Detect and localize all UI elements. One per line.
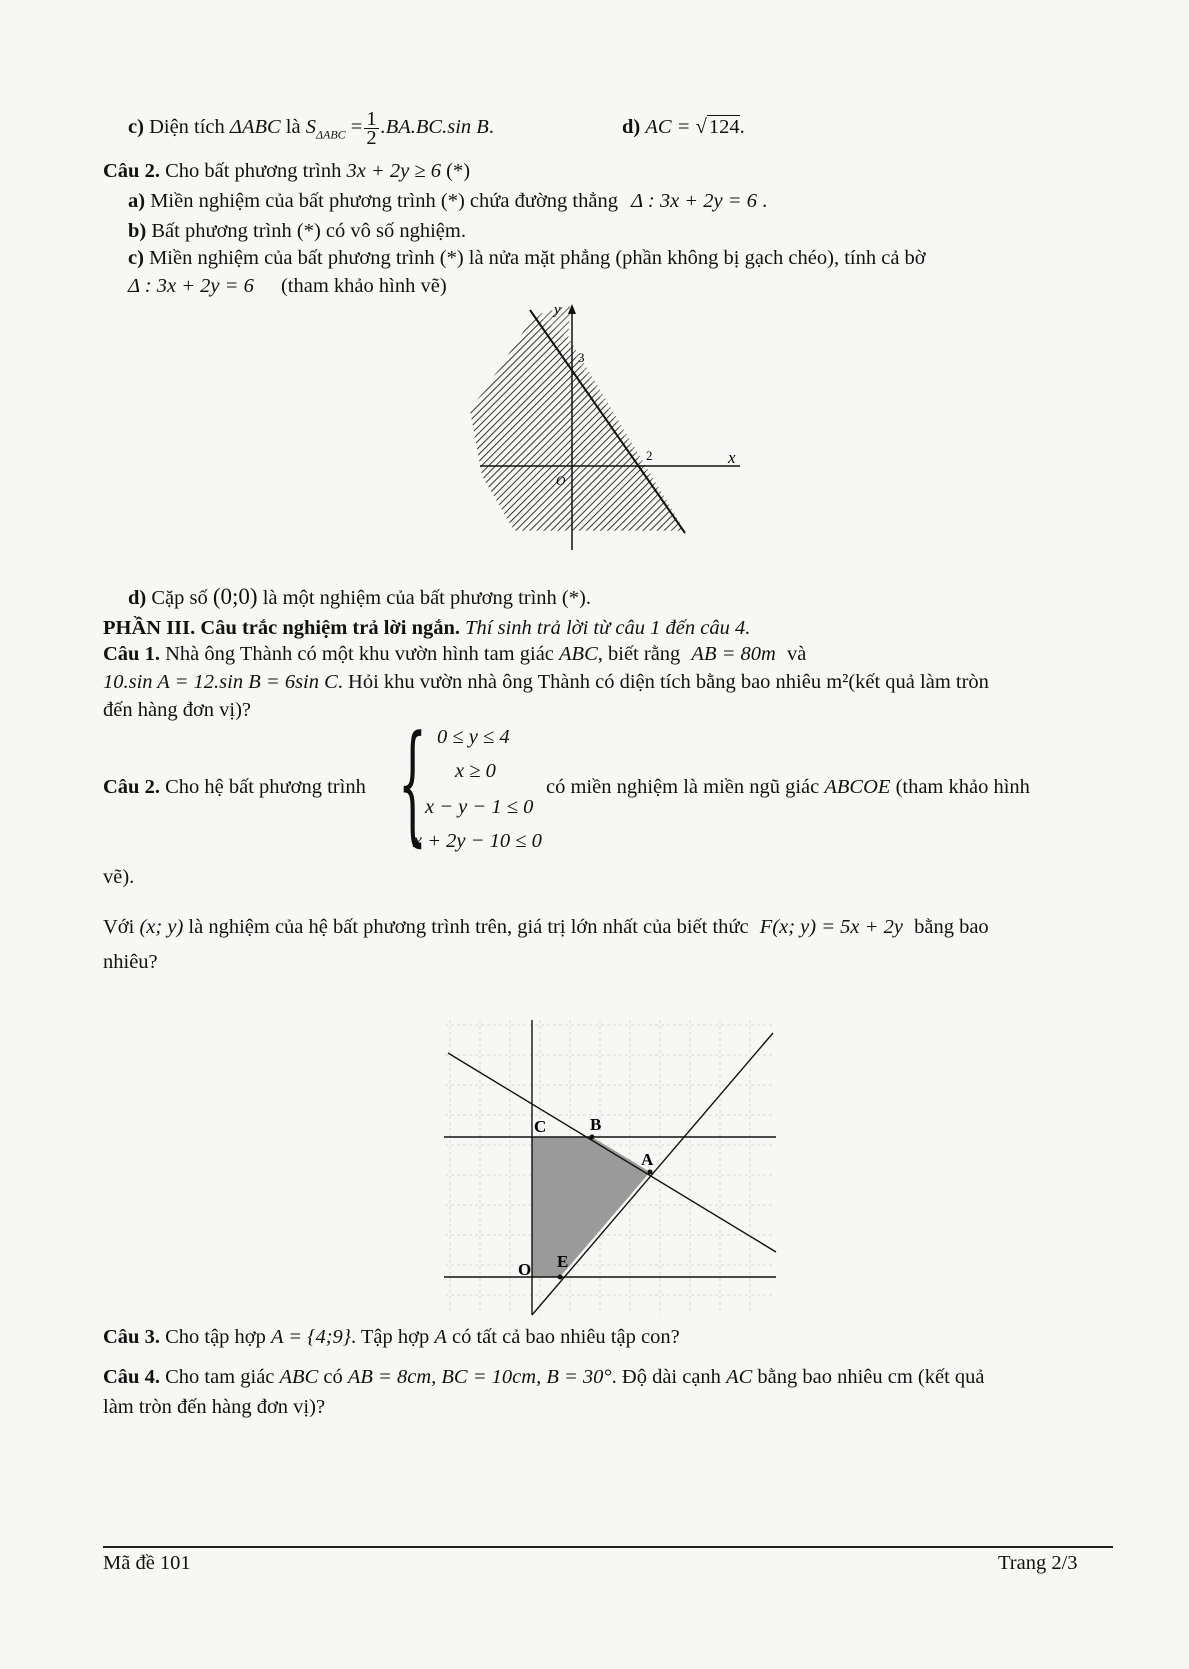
p3q4-line1: Câu 4. Cho tam giác ABC có AB = 8cm, BC = 10cm, B = 30°. Độ dài cạnh AC bằng bao nhiêu cm (kết quả xyxy=(103,1366,985,1388)
sys-ineq-2: x ≥ 0 xyxy=(455,760,496,782)
sys-ineq-1: 0 ≤ y ≤ 4 xyxy=(437,726,510,748)
one-half-fraction: $\frac{1}{2}$ xyxy=(366,108,377,149)
y-axis-label: y xyxy=(554,302,561,318)
footer-page-number: Trang 2/3 xyxy=(998,1552,1078,1574)
p3q2-ref-end: vẽ). xyxy=(103,866,135,888)
cau2-stem: Câu 2. Cho bất phương trình 3x + 2y ≥ 6 (*) xyxy=(103,160,471,182)
cau2-option-c-cont: Δ : 3x + 2y = 6 (tham khảo hình vẽ) xyxy=(128,275,447,297)
tick-2: 2 xyxy=(646,448,653,463)
half-plane-graph xyxy=(470,300,750,555)
cau2-option-a: a) Miền nghiệm của bất phương trình (*) chứa đường thẳng Δ : 3x + 2y = 6 . xyxy=(128,190,768,212)
p3q4-line2: làm tròn đến hàng đơn vị)? xyxy=(103,1396,326,1418)
cau2-option-b: b) Bất phương trình (*) có vô số nghiệm. xyxy=(128,220,466,242)
label-E: E xyxy=(557,1252,569,1271)
label-A: A xyxy=(641,1150,654,1169)
label-O: O xyxy=(518,1260,532,1279)
p3q2-after: có miền nghiệm là miền ngũ giác ABCOE (tham khảo hình xyxy=(546,776,1030,798)
part3-heading: PHẦN III. Câu trắc nghiệm trả lời ngắn. Thí sinh trả lời từ câu 1 đến câu 4. xyxy=(103,617,751,639)
sys-ineq-4: x + 2y − 10 ≤ 0 xyxy=(413,830,542,852)
p3q2-question-end: nhiêu? xyxy=(103,951,158,973)
label-C: C xyxy=(534,1117,547,1136)
p3q2-stem: Câu 2. Cho hệ bất phương trình xyxy=(103,776,366,798)
sys-ineq-3: x − y − 1 ≤ 0 xyxy=(425,796,534,818)
origin-label: O xyxy=(556,473,566,488)
cau2-option-d: d) Cặp số (0;0) là một nghiệm của bất phương trình (*). xyxy=(128,584,591,609)
pentagon-region-graph xyxy=(440,1015,780,1320)
feasible-region xyxy=(532,1137,650,1277)
p3q2-question: Với (x; y) là nghiệm của hệ bất phương trình trên, giá trị lớn nhất của biết thức F(x; y) = 5x + 2y bằng bao xyxy=(103,916,989,938)
x-axis-label: x xyxy=(728,448,736,467)
p3q3: Câu 3. Cho tập hợp A = {4;9}. Tập hợp A có tất cả bao nhiêu tập con? xyxy=(103,1326,680,1348)
footer-rule xyxy=(103,1546,1113,1548)
cau2-option-c: c) Miền nghiệm của bất phương trình (*) là nửa mặt phẳng (phần không bị gạch chéo), tính cả bờ xyxy=(128,247,926,269)
q1-option-d: d) AC = √124. xyxy=(622,116,745,138)
p3q1-line2: 10.sin A = 12.sin B = 6sin C. Hỏi khu vườn nhà ông Thành có diện tích bằng bao nhiêu m²(kết quả làm tròn xyxy=(103,671,989,693)
q1-option-c: c) Diện tích ΔABC là $S_{\Delta ABC}$ = $\frac{1}{2}$ .BA.BC.sin B. xyxy=(128,108,494,149)
p3q1-line1: Câu 1. Nhà ông Thành có một khu vườn hình tam giác ABC, biết rằng AB = 80m và xyxy=(103,643,807,665)
p3q1-line3: đến hàng đơn vị)? xyxy=(103,699,252,721)
footer-exam-code: Mã đề 101 xyxy=(103,1552,191,1574)
label-B: B xyxy=(590,1115,602,1134)
system-brace: { xyxy=(398,707,427,859)
tick-3: 3 xyxy=(578,350,585,365)
